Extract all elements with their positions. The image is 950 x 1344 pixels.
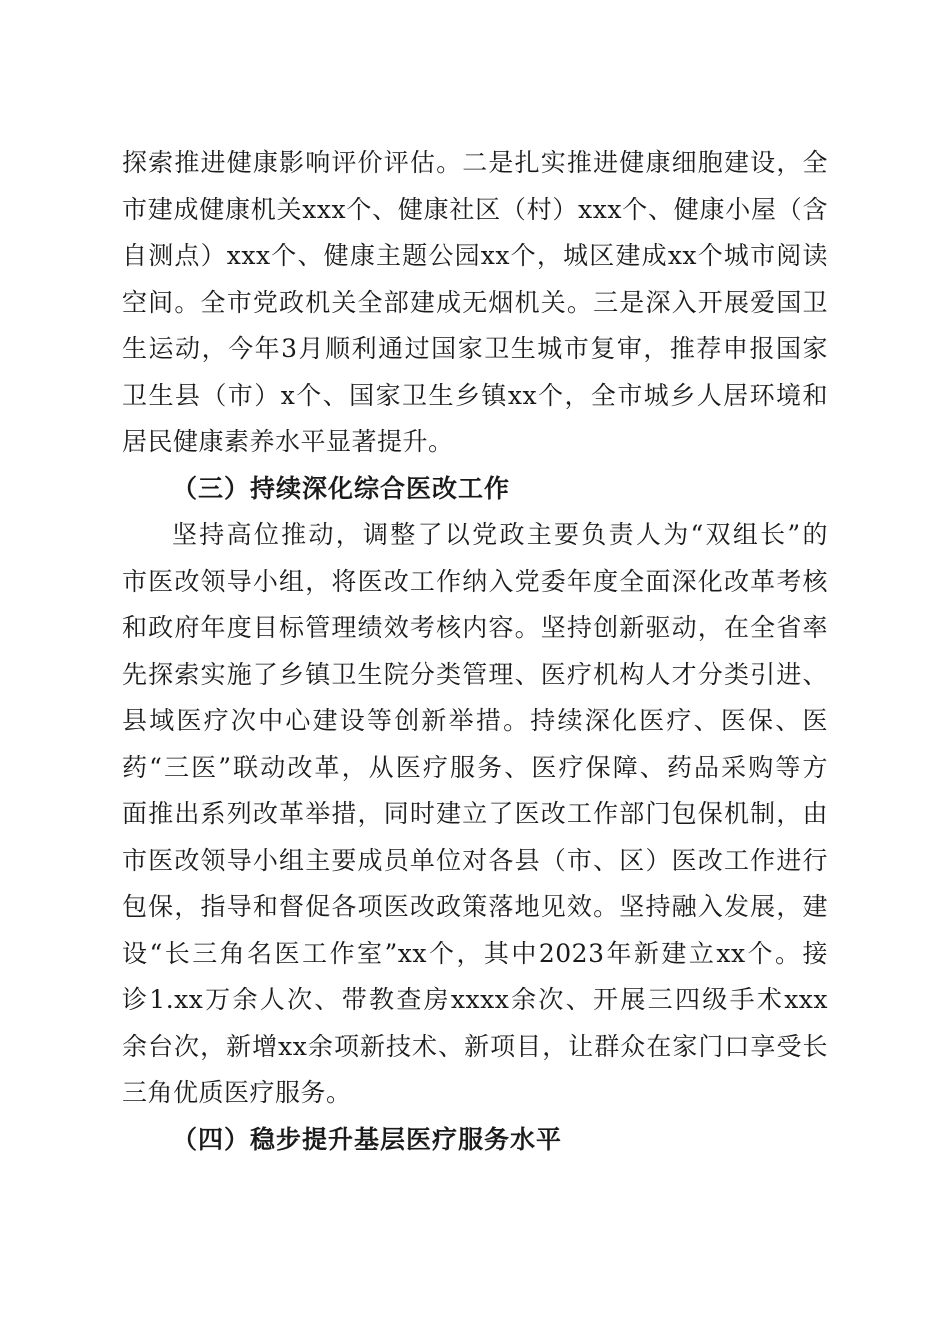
section-3-line-9: 包保，指导和督促各项医改政策落地见效。坚持融入发展，建 <box>122 892 828 921</box>
section-3-line-4: 先探索实施了乡镇卫生院分类管理、医疗机构人才分类引进、 <box>122 660 828 689</box>
paragraph-1-line-2: 市建成健康机关xxx个、健康社区（村）xxx个、健康小屋（含 <box>122 195 828 224</box>
paragraph-1-line-5: 生运动，今年3月顺利通过国家卫生城市复审，推荐申报国家 <box>122 334 828 363</box>
paragraph-1-line-1: 探索推进健康影响评价评估。二是扎实推进健康细胞建设，全 <box>122 148 828 177</box>
section-3-line-11: 诊1.xx万余人次、带教查房xxxx余次、开展三四级手术xxx <box>122 985 828 1014</box>
section-3-line-5: 县域医疗次中心建设等创新举措。持续深化医疗、医保、医 <box>122 706 828 735</box>
section-3-line-12: 余台次，新增xx余项新技术、新项目，让群众在家门口享受长 <box>122 1032 828 1061</box>
section-3-line-3: 和政府年度目标管理绩效考核内容。坚持创新驱动，在全省率 <box>122 613 828 642</box>
paragraph-1-line-3: 自测点）xxx个、健康主题公园xx个，城区建成xx个城市阅读 <box>122 241 828 270</box>
paragraph-1-line-7: 居民健康素养水平显著提升。 <box>122 427 454 456</box>
section-3-line-7: 面推出系列改革举措，同时建立了医改工作部门包保机制，由 <box>122 799 828 828</box>
paragraph-1-line-6: 卫生县（市）x个、国家卫生乡镇xx个，全市城乡人居环境和 <box>122 381 828 410</box>
section-3-line-1: 坚持高位推动，调整了以党政主要负责人为“双组长”的 <box>172 520 828 549</box>
section-3-line-13: 三角优质医疗服务。 <box>122 1078 352 1107</box>
section-3-line-10: 设“长三角名医工作室”xx个，其中2023年新建立xx个。接 <box>122 939 828 968</box>
section-3-line-8: 市医改领导小组主要成员单位对各县（市、区）医改工作进行 <box>122 846 828 875</box>
section-3-line-2: 市医改领导小组，将医改工作纳入党委年度全面深化改革考核 <box>122 567 828 596</box>
section-4-heading: （四）稳步提升基层医疗服务水平 <box>172 1125 563 1154</box>
paragraph-1-line-4: 空间。全市党政机关全部建成无烟机关。三是深入开展爱国卫 <box>122 288 828 317</box>
section-3-line-6: 药“三医”联动改革，从医疗服务、医疗保障、药品采购等方 <box>122 753 828 782</box>
section-3-heading: （三）持续深化综合医改工作 <box>172 474 511 503</box>
